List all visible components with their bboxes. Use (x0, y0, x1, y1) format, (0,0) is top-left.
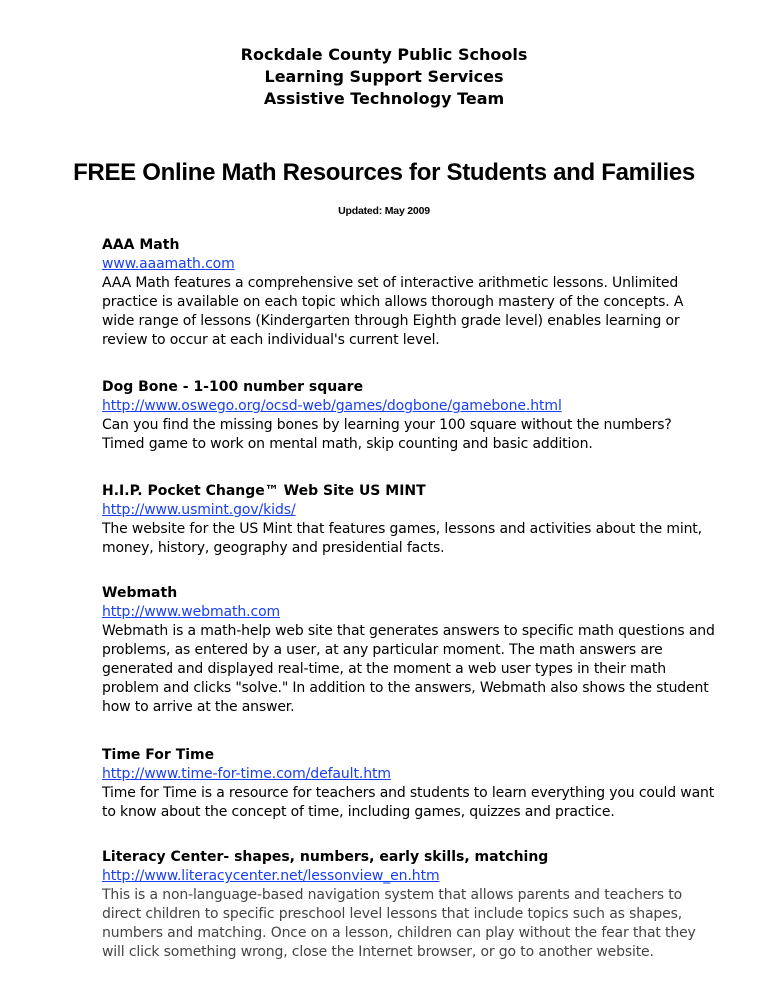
resource-desc-line: generated and displayed real-time, at the moment a web user types in their math (102, 661, 666, 677)
header-department: Learning Support Services (264, 67, 504, 86)
resource-link[interactable]: http://www.webmath.com (102, 604, 281, 620)
resource-title: Dog Bone - 1-100 number square (102, 379, 364, 395)
resource-desc-line: practice is available on each topic which allows thorough mastery of the concepts. A (102, 294, 684, 310)
resource-link[interactable]: http://www.time-for-time.com/default.htm (102, 766, 391, 782)
resource-link[interactable]: http://www.usmint.gov/kids/ (102, 502, 296, 518)
resource-time-for-time (102, 746, 714, 822)
resource-title: Time For Time (102, 747, 215, 763)
resource-title: AAA Math (102, 237, 180, 253)
resource-aaa-math (102, 236, 683, 350)
resource-desc-line: direct children to specific preschool level lessons that include topics such as shapes, (102, 906, 683, 922)
resource-link[interactable]: www.aaamath.com (102, 256, 235, 272)
resource-title: Webmath (102, 585, 178, 601)
resource-desc-line: problems, as entered by a user, at any particular moment. The math answers are (102, 642, 663, 658)
resource-desc-line: Timed game to work on mental math, skip counting and basic addition. (102, 436, 593, 452)
resource-desc-line: The website for the US Mint that features games, lessons and activities about the mint, (102, 521, 702, 537)
document-header (0, 44, 768, 110)
header-team: Assistive Technology Team (263, 89, 505, 108)
resource-desc-line: Time for Time is a resource for teachers and students to learn everything you could want (102, 785, 715, 801)
resource-desc-line: Can you find the missing bones by learning your 100 square without the numbers? (102, 417, 672, 433)
document-title: FREE Online Math Resources for Students and Families (73, 159, 695, 186)
resource-desc-line: Webmath is a math-help web site that generates answers to specific math questions and (102, 623, 715, 639)
resource-link[interactable]: http://www.literacycenter.net/lessonview_en.htm (102, 868, 440, 884)
resource-dog-bone (102, 378, 672, 454)
resource-desc-line: review to occur at each individual's current level. (102, 332, 440, 348)
resource-literacy-center (102, 848, 696, 962)
resource-desc-line: will click something wrong, close the Internet browser, or go to another website. (102, 944, 654, 960)
resource-webmath (102, 584, 715, 717)
resource-desc-line: numbers and matching. Once on a lesson, children can play without the fear that they (102, 925, 696, 941)
resource-desc-line: This is a non-language-based navigation system that allows parents and teachers to (102, 887, 682, 903)
resource-title: H.I.P. Pocket Change™ Web Site US MINT (102, 483, 426, 499)
resource-desc-line: to know about the concept of time, including games, quizzes and practice. (102, 804, 615, 820)
resource-desc-line: how to arrive at the answer. (102, 699, 295, 715)
resource-desc-line: problem and clicks "solve." In addition to the answers, Webmath also shows the student (102, 680, 709, 696)
resource-link[interactable]: http://www.oswego.org/ocsd-web/games/dogbone/gamebone.html (102, 398, 562, 414)
resource-desc-line: money, history, geography and presidential facts. (102, 540, 445, 556)
resource-title: Literacy Center- shapes, numbers, early skills, matching (102, 849, 549, 865)
resource-us-mint (102, 482, 702, 558)
resource-desc-line: AAA Math features a comprehensive set of interactive arithmetic lessons. Unlimited (102, 275, 679, 291)
updated-date: Updated: May 2009 (338, 205, 430, 217)
header-district: Rockdale County Public Schools (240, 45, 528, 64)
resource-desc-line: wide range of lessons (Kindergarten through Eighth grade level) enables learning or (102, 313, 680, 329)
